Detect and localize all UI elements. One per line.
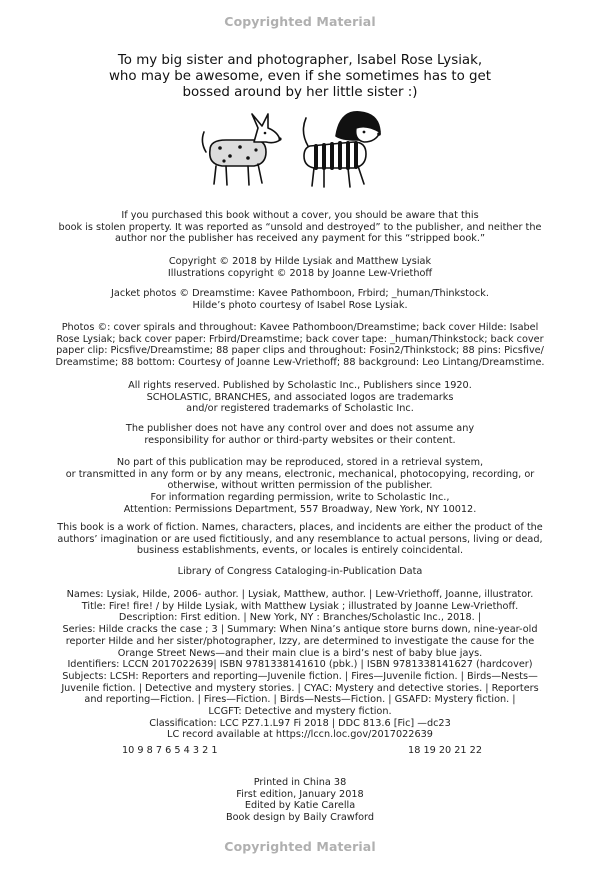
loc-line: Juvenile fiction. | Detective and mystery stories. | CYAC: Mystery and detective stories. | Reporters (61, 682, 539, 694)
imprint-line: Edited by Katie Carella (244, 800, 356, 812)
credits-line: paper clip: Picsfive/Dreamstime; 88 paper clips and throughout: Fosin2/Thinkstock; 88 pins: Picsfive/ (56, 345, 544, 357)
dedication-line: who may be awesome, even if she sometimes has to get (108, 69, 492, 84)
fiction-notice (0, 522, 600, 557)
loc-line: LC record available at https://lccn.loc.gov/2017022639 (167, 729, 433, 741)
jacket-line: Hilde’s photo courtesy of Isabel Rose Lysiak. (192, 299, 408, 311)
spotted-dog-illustration (202, 114, 281, 185)
credits-line: Photos ©: cover spirals and throughout: Kavee Pathomboon/Dreamstime; back cover Hilde: Isabel (61, 322, 539, 333)
imprint-line: Printed in China 38 (253, 777, 347, 788)
reproduction-line: or transmitted in any form or by any means, electronic, mechanical, photocopying, recording, or (65, 468, 535, 480)
stripped-book-notice (0, 210, 600, 245)
copyright-line: Illustrations copyright © 2018 by Joanne Lew-Vriethoff (167, 267, 433, 279)
loc-line: Identifiers: LCCN 2017022639| ISBN 9781338141610 (pbk.) | ISBN 9781338141627 (hardcover) (67, 659, 533, 671)
dogs-illustration (196, 106, 396, 196)
watermark-bottom: Copyrighted Material (224, 839, 376, 854)
loc-line: Title: Fire! fire! / by Hilde Lysiak, with Matthew Lysiak ; illustrated by Joanne Lew-Vriethoff. (81, 600, 519, 612)
striped-dog-illustration (303, 112, 380, 187)
notice-line: author nor the publisher has received any payment for this “stripped book.” (115, 233, 485, 245)
dedication-line: bossed around by her little sister :) (182, 85, 418, 100)
loc-line: and reporting—Fiction. | Fires—Fiction. | Birds—Nests—Fiction. | GSAFD: Mystery fiction. | (84, 694, 516, 706)
copyright-block (0, 256, 600, 279)
rights-line: and/or registered trademarks of Scholastic Inc. (186, 403, 414, 415)
fiction-line: business establishments, events, or locales is entirely coincidental. (136, 545, 464, 557)
rights-line: All rights reserved. Published by Scholastic Inc., Publishers since 1920. (128, 380, 472, 391)
printing-numbers-right: 18 19 20 21 22 (408, 745, 482, 756)
loc-line: LCGFT: Detective and mystery fiction. (208, 706, 392, 718)
watermark-top: Copyrighted Material (224, 14, 376, 29)
loc-line: Orange Street News—and their main clue is a bird’s nest of baby blue jays. (117, 647, 483, 659)
rights-line: SCHOLASTIC, BRANCHES, and associated logos are trademarks (146, 391, 454, 403)
notice-line: If you purchased this book without a cover, you should be aware that this (121, 210, 479, 221)
imprint-line: First edition, January 2018 (236, 788, 364, 800)
loc-line: reporter Hilde and her sister/photographer, Izzy, are determined to investigate the cause for the (65, 635, 535, 647)
notice-line: book is stolen property. It was reported as “unsold and destroyed” to the publisher, and neither the (58, 221, 542, 233)
fiction-line: This book is a work of fiction. Names, characters, places, and incidents are either the product of the (57, 522, 543, 533)
reproduction-line: Attention: Permissions Department, 557 Broadway, New York, NY 10012. (123, 503, 477, 515)
reproduction-line: For information regarding permission, write to Scholastic Inc., (150, 492, 450, 504)
reproduction-notice (0, 457, 600, 516)
control-line: responsibility for author or third-party websites or their content. (144, 434, 456, 446)
jacket-photos (0, 288, 600, 311)
loc-line: Subjects: LCSH: Reporters and reporting—Juvenile fiction. | Fires—Juvenile fiction. | Birds—Nests— (62, 670, 538, 682)
credits-line: Rose Lysiak; back cover paper: Frbird/Dreamstime; back cover tape: _human/Thinkstock; back cover (56, 333, 544, 345)
publisher-control (0, 423, 600, 446)
fiction-line: authors’ imagination or are used fictitiously, and any resemblance to actual persons, living or dead, (57, 533, 543, 545)
reproduction-line: otherwise, without written permission of the publisher. (167, 480, 433, 492)
copyright-line: Copyright © 2018 by Hilde Lysiak and Matthew Lysiak (168, 256, 432, 267)
credits-line: Dreamstime; 88 bottom: Courtesy of Joanne Lew-Vriethoff; 88 background: Leo Lintang/Dreamstime. (55, 357, 545, 369)
rights-reserved (0, 380, 600, 415)
reproduction-line: No part of this publication may be reproduced, stored in a retrieval system, (116, 457, 484, 468)
imprint-line: Book design by Baily Crawford (225, 812, 375, 824)
imprint-block (0, 777, 600, 824)
loc-line: Classification: LCC PZ7.1.L97 Fi 2018 | DDC 813.6 [Fic] —dc23 (149, 717, 451, 729)
photo-credits (0, 322, 600, 369)
loc-line: Names: Lysiak, Hilde, 2006- author. | Lysiak, Matthew, author. | Lew-Vriethoff, Joanne, illustrator. (66, 589, 534, 600)
loc-heading: Library of Congress Cataloging-in-Publication Data (177, 566, 423, 577)
loc-cataloging-data (0, 589, 600, 741)
printing-numbers-left: 10 9 8 7 6 5 4 3 2 1 (122, 745, 218, 756)
dedication (0, 53, 600, 101)
control-line: The publisher does not have any control over and does not assume any (125, 423, 475, 434)
loc-line: Description: First edition. | New York, NY : Branches/Scholastic Inc., 2018. | (118, 612, 482, 624)
jacket-line: Jacket photos © Dreamstime: Kavee Pathomboon, Frbird; _human/Thinkstock. (111, 288, 489, 299)
dedication-line: To my big sister and photographer, Isabel Rose Lysiak, (117, 53, 483, 68)
loc-line: Series: Hilde cracks the case ; 3 | Summary: When Nina’s antique store burns down, nine-year-old (62, 624, 538, 636)
